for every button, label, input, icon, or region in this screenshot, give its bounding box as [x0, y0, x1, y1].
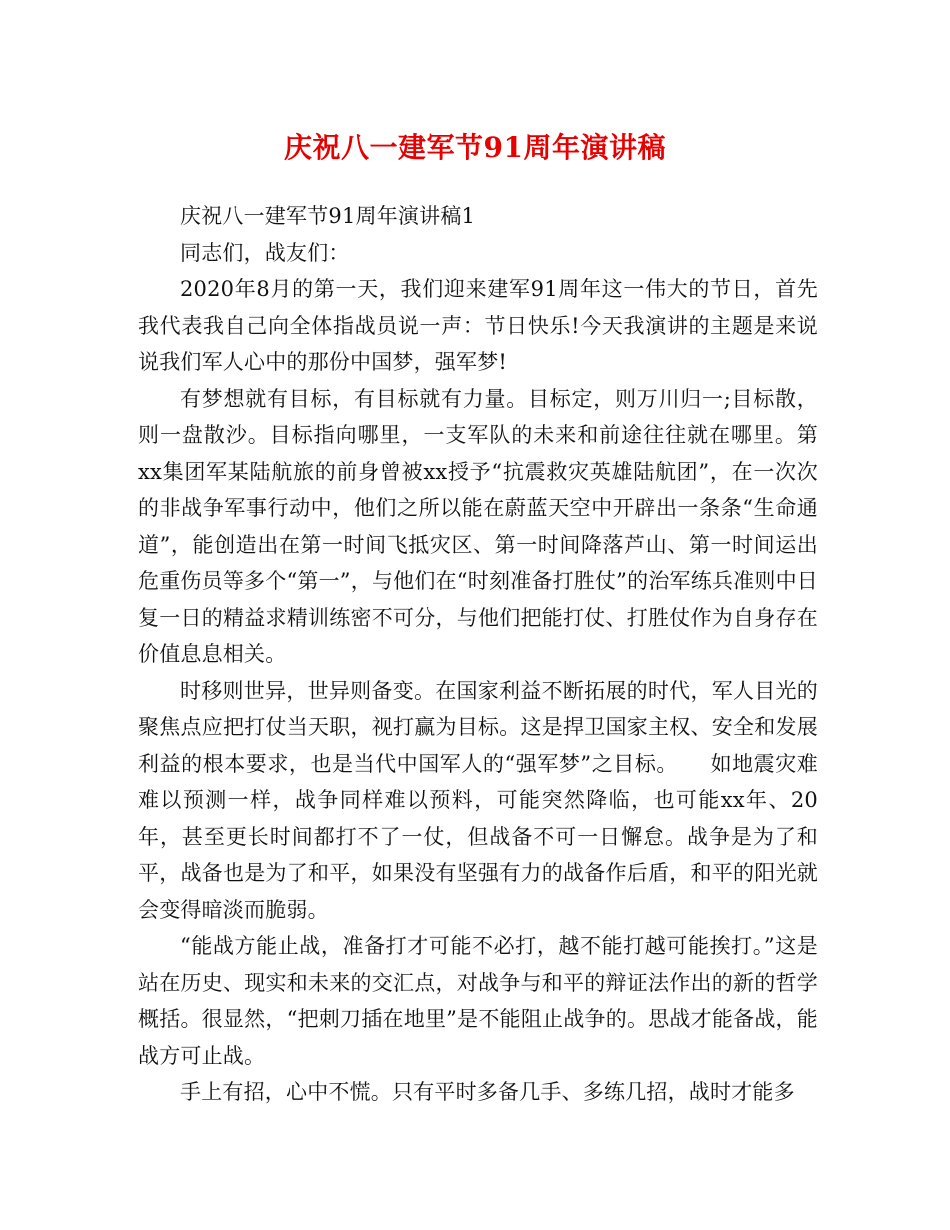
paragraph: 有梦想就有目标，有目标就有力量。目标定，则万川归一;目标散，则一盘散沙。目标指向哪里，一支军队的未来和前途往往就在哪里。第xx集团军某陆航旅的前身曾被xx授予“抗震救灾英雄陆航团”，在一次次的非战争军事行动中，他们之所以能在蔚蓝天空中开辟出一条条“生命通道”，能创造出在第一时间飞抵灾区、第一时间降落芦山、第一时间运出危重伤员等多个“第一”，与他们在“时刻准备打胜仗”的治军练兵准则中日复一日的精益求精训练密不可分，与他们把能打仗、打胜仗作为自身存在价值息息相关。 [138, 386, 818, 666]
paragraph: 手上有招，心中不慌。只有平时多备几手、多练几招，战时才能多 [180, 1080, 795, 1104]
document-body [138, 198, 818, 1111]
paragraph-salutation: 同志们，战友们： [180, 240, 350, 265]
document-title: 庆祝八一建军节91周年演讲稿 [284, 131, 666, 164]
paragraph: 2020年8月的第一天，我们迎来建军91周年这一伟大的节日，首先我代表我自己向全体指战员说一声：节日快乐!今天我演讲的主题是来说说我们军人心中的那份中国梦，强军梦! [138, 277, 818, 374]
paragraph: 时移则世异，世异则备变。在国家利益不断拓展的时代，军人目光的聚焦点应把打仗当天职，视打赢为目标。这是捍卫国家主权、安全和发展利益的根本要求，也是当代中国军人的“强军梦”之目标。 如地震灾难难以预测一样，战争同样难以预料，可能突然降临，也可能xx年、20年，甚至更长时间都打不了一仗，但战备不可一日懈怠。战争是为了和平，战备也是为了和平，如果没有坚强有力的战备作后盾，和平的阳光就会变得暗淡而脆弱。 [138, 678, 818, 922]
paragraph: “能战方能止战，准备打才可能不必打，越不能打越可能挨打。”这是站在历史、现实和未来的交汇点，对战争与和平的辩证法作出的新的哲学概括。很显然，“把刺刀插在地里”是不能阻止战争的。思战才能备战，能战方可止战。 [138, 934, 818, 1068]
paragraph-heading: 庆祝八一建军节91周年演讲稿1 [180, 204, 476, 228]
